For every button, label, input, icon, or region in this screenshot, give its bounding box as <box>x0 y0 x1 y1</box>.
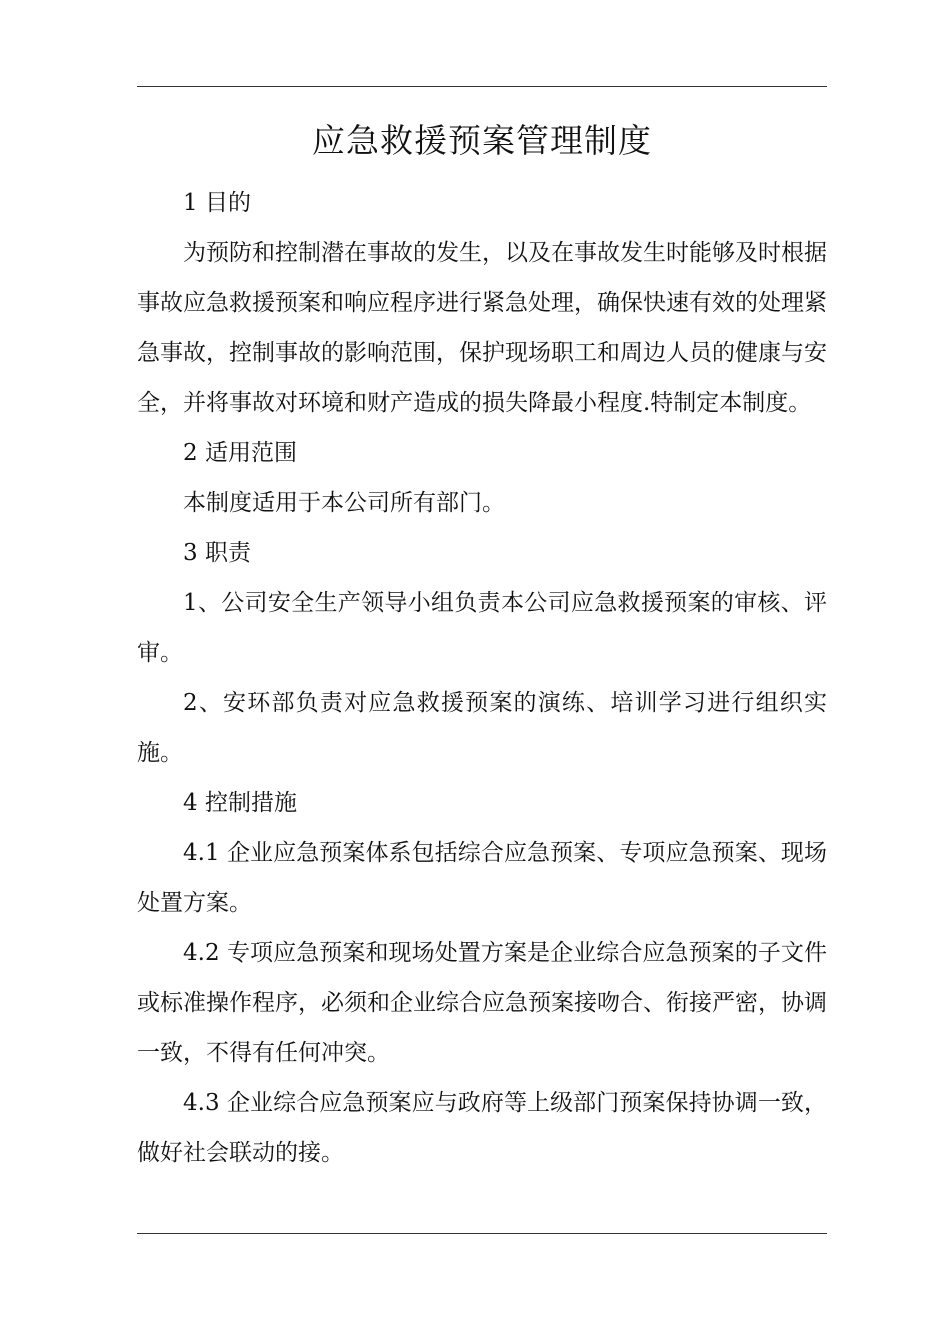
paragraph-measure-4-2: 4.2 专项应急预案和现场处置方案是企业综合应急预案的子文件或标准操作程序，必须和企业综合应急预案接吻合、衔接严密，协调一致，不得有任何冲突。 <box>137 940 827 1066</box>
paragraph-measure-4-3: 4.3 企业综合应急预案应与政府等上级部门预案保持协调一致，做好社会联动的接。 <box>137 1090 827 1166</box>
section-heading-purpose: 1 目的 <box>183 190 251 216</box>
document-body <box>137 178 827 1178</box>
paragraph-responsibility-1: 1、公司安全生产领导小组负责本公司应急救援预案的审核、评审。 <box>137 590 827 666</box>
document-title: 应急救援预案管理制度 <box>312 121 652 160</box>
paragraph-responsibility-2: 2、安环部负责对应急救援预案的演练、培训学习进行组织实施。 <box>137 690 827 766</box>
paragraph-scope: 本制度适用于本公司所有部门。 <box>183 490 505 516</box>
paragraph-purpose: 为预防和控制潜在事故的发生，以及在事故发生时能够及时根据事故应急救援预案和响应程序进行紧急处理，确保快速有效的处理紧急事故，控制事故的影响范围，保护现场职工和周边人员的健康与安全，并将事故对环境和财产造成的损失降最小程度.特制定本制度。 <box>137 240 827 416</box>
paragraph-measure-4-1: 4.1 企业应急预案体系包括综合应急预案、专项应急预案、现场处置方案。 <box>137 840 827 916</box>
section-heading-responsibilities: 3 职责 <box>183 540 251 566</box>
section-heading-control-measures: 4 控制措施 <box>183 790 297 816</box>
header-rule <box>137 86 827 87</box>
footer-rule <box>137 1233 827 1234</box>
section-heading-scope: 2 适用范围 <box>183 440 297 466</box>
